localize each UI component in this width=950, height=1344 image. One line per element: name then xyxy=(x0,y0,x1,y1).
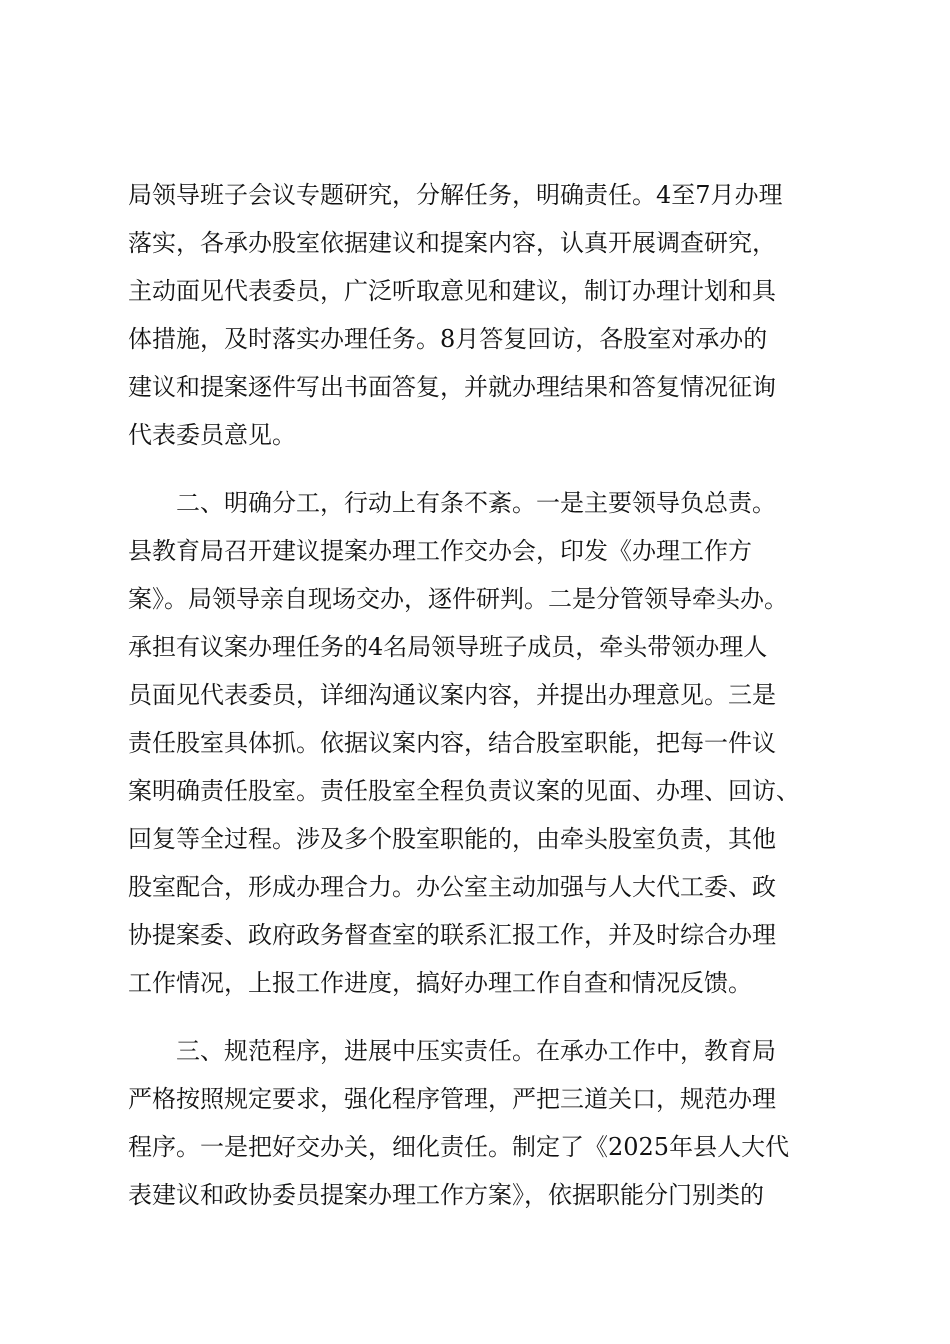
paragraph-2-line-3: 案》。局领导亲自现场交办，逐件研判。二是分管领导牵头办。 xyxy=(128,585,788,613)
paragraph-1 xyxy=(128,171,838,459)
paragraph-2-line-9: 股室配合，形成办理合力。办公室主动加强与人大代工委、政 xyxy=(128,873,776,901)
paragraph-1-line-3: 主动面见代表委员，广泛听取意见和建议，制订办理计划和具 xyxy=(128,277,776,305)
paragraph-2-line-2: 县教育局召开建议提案办理工作交办会，印发《办理工作方 xyxy=(128,537,752,565)
paragraph-3-line-1: 三、规范程序，进展中压实责任。在承办工作中，教育局 xyxy=(176,1037,776,1065)
paragraph-2-line-4: 承担有议案办理任务的4名局领导班子成员，牵头带领办理人 xyxy=(128,633,768,661)
paragraph-1-line-2: 落实，各承办股室依据建议和提案内容，认真开展调查研究， xyxy=(128,229,776,257)
paragraph-2-line-10: 协提案委、政府政务督查室的联系汇报工作，并及时综合办理 xyxy=(128,921,776,949)
paragraph-2-line-7: 案明确责任股室。责任股室全程负责议案的见面、办理、回访、 xyxy=(128,777,800,805)
paragraph-2-line-8: 回复等全过程。涉及多个股室职能的，由牵头股室负责，其他 xyxy=(128,825,776,853)
document-body xyxy=(128,171,838,1219)
paragraph-2-line-6: 责任股室具体抓。依据议案内容，结合股室职能，把每一件议 xyxy=(128,729,776,757)
paragraph-3 xyxy=(128,1027,838,1219)
paragraph-1-line-5: 建议和提案逐件写出书面答复，并就办理结果和答复情况征询 xyxy=(128,373,776,401)
paragraph-2-line-11: 工作情况，上报工作进度，搞好办理工作自查和情况反馈。 xyxy=(128,969,752,997)
paragraph-2 xyxy=(128,479,838,1007)
paragraph-3-line-3: 程序。一是把好交办关，细化责任。制定了《2025年县人大代 xyxy=(128,1133,790,1161)
paragraph-1-line-1: 局领导班子会议专题研究，分解任务，明确责任。4至7月办理 xyxy=(128,181,783,209)
paragraph-3-line-2: 严格按照规定要求，强化程序管理，严把三道关口，规范办理 xyxy=(128,1085,776,1113)
paragraph-1-line-6: 代表委员意见。 xyxy=(128,421,296,449)
paragraph-2-line-1: 二、明确分工，行动上有条不紊。一是主要领导负总责。 xyxy=(176,489,776,517)
paragraph-1-line-4: 体措施，及时落实办理任务。8月答复回访，各股室对承办的 xyxy=(128,325,768,353)
paragraph-3-line-4: 表建议和政协委员提案办理工作方案》，依据职能分门别类的 xyxy=(128,1181,764,1209)
paragraph-spacer xyxy=(128,1007,838,1027)
paragraph-spacer xyxy=(128,459,838,479)
paragraph-2-line-5: 员面见代表委员，详细沟通议案内容，并提出办理意见。三是 xyxy=(128,681,776,709)
